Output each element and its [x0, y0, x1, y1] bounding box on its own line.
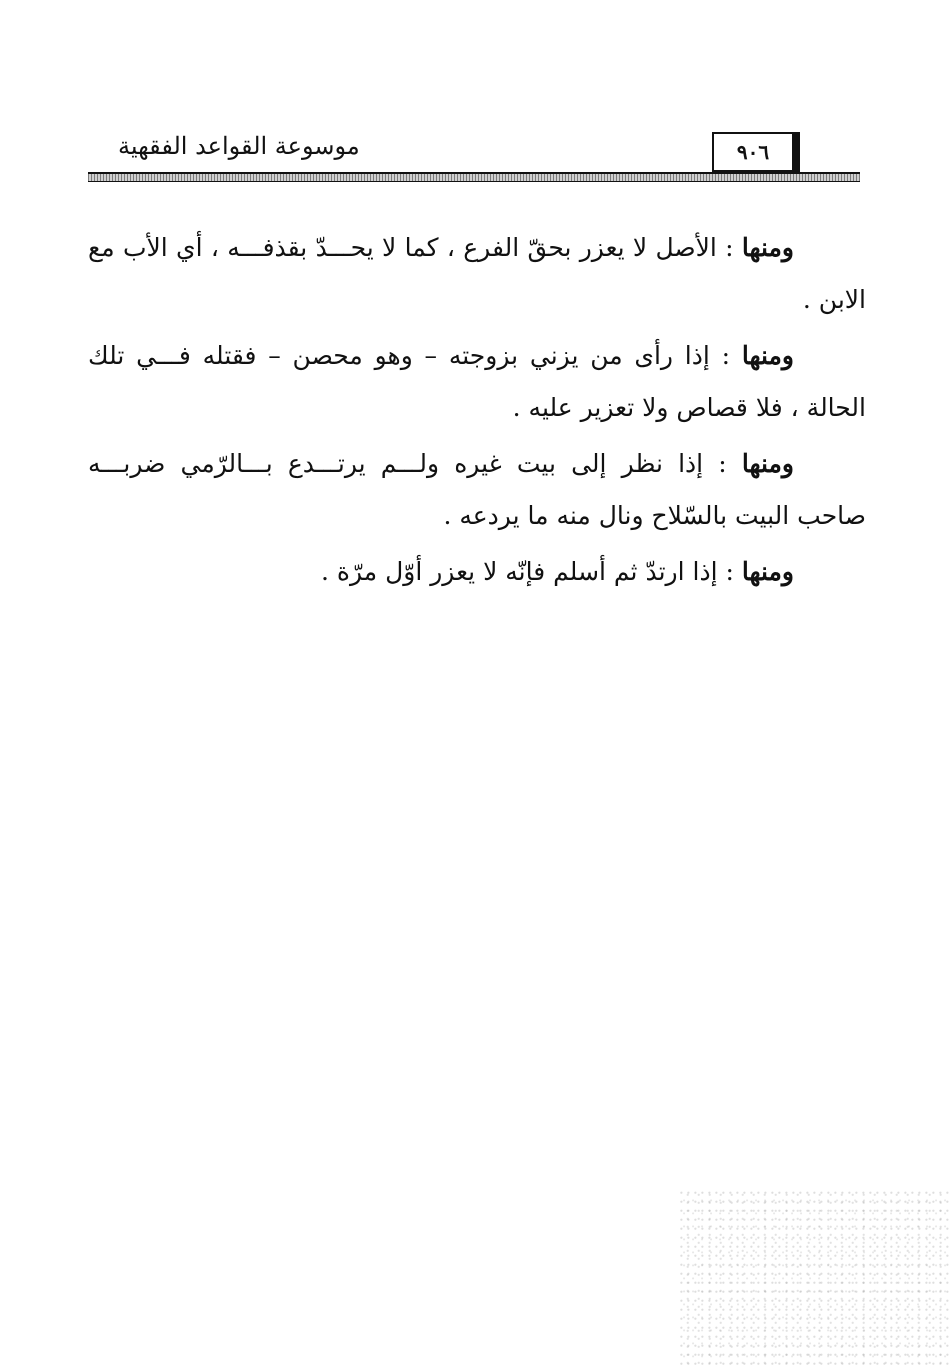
running-title: موسوعة القواعد الفقهية — [118, 132, 360, 160]
paragraph-lead: ومنها — [741, 557, 794, 586]
paragraph-3 — [88, 438, 866, 542]
header-rule — [88, 172, 860, 182]
page-number: ٩٠٦ — [736, 140, 770, 164]
paragraph-text: : الأصل لا يعزر بحقّ الفرع ، كما لا يحـــدّ بقذفـــه ، أي الأب مع الابن . — [88, 233, 866, 314]
scan-noise — [680, 1190, 949, 1366]
paragraph-2 — [88, 330, 866, 434]
page-header — [88, 128, 860, 184]
paragraph-text: : إذا رأى من يزني بزوجته – وهو محصن – فقتله فـــي تلك الحالة ، فلا قصاص ولا تعزير عليه . — [88, 341, 866, 422]
paragraph-lead: ومنها — [741, 233, 794, 262]
paragraph-4 — [88, 546, 866, 598]
paragraph-lead: ومنها — [741, 341, 794, 370]
paragraph-1 — [88, 222, 866, 326]
body-text — [88, 222, 866, 602]
page-number-box — [712, 132, 800, 172]
paragraph-lead: ومنها — [741, 449, 794, 478]
paragraph-text: : إذا نظر إلى بيت غيره ولـــم يرتـــدع بـــالرّمي ضربـــه صاحب البيت بالسّلاح ونال منه ما يردعه . — [88, 449, 866, 530]
paragraph-text: : إذا ارتدّ ثم أسلم فإنّه لا يعزر أوّل مرّة . — [320, 557, 742, 586]
